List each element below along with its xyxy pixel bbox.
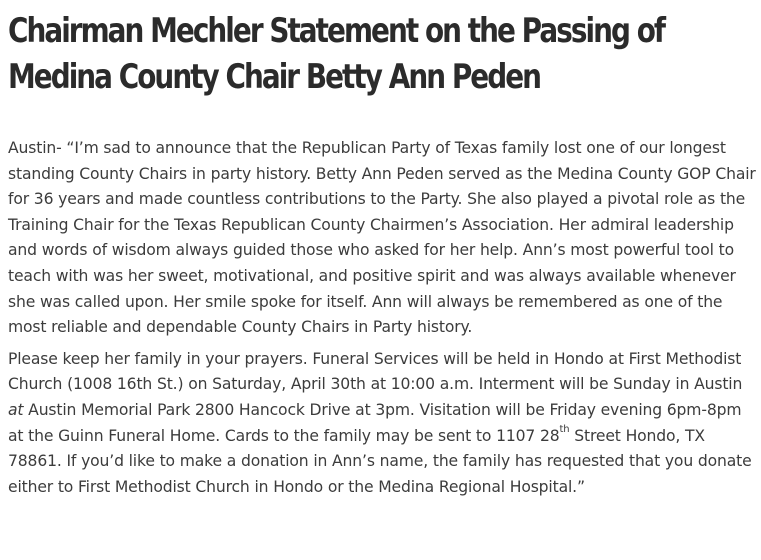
paragraph-2-text-c: Street Hondo, TX 78861. If you’d like to make a donation in Ann’s name, the family has requested that you donate either to First Methodist Church in Hondo or the Medina Regional Hospital.” bbox=[8, 426, 752, 496]
paragraph-2-text-a: Please keep her family in your prayers. Funeral Services will be held in Hondo at First Methodist Church (1008 16th St.) on Saturday, April 30th at 10:00 a.m. Interment will be Sunday in Austin bbox=[8, 349, 743, 394]
article-paragraph-1: Austin- “I’m sad to announce that the Republican Party of Texas family lost one of our longest standing County Chairs in party history. Betty Ann Peden served as the Medina County GOP Chair for 36 years and made countless contributions to the Party. She also played a pivotal role as the Training Chair for the Texas Republican County Chairmen’s Association. Her admiral leadership and words of wisdom always guided those who asked for her help. Ann’s most powerful tool to teach with was her sweet, motivational, and positive spirit and was always available whenever she was called upon. Her smile spoke for itself. Ann will always be remembered as one of the most reliable and dependable County Chairs in Party history. bbox=[8, 139, 756, 337]
paragraph-2-text-b: Austin Memorial Park 2800 Hancock Drive at 3pm. Visitation will be Friday evening 6pm-8pm at the Guinn Funeral Home. Cards to the family may be sent to 1107 28 bbox=[8, 400, 742, 445]
ordinal-superscript: th bbox=[559, 424, 570, 436]
article-paragraph-2 bbox=[8, 347, 756, 501]
paragraph-2-italic-word: at bbox=[8, 400, 24, 419]
article bbox=[8, 8, 756, 500]
article-title: Chairman Mechler Statement on the Passing of Medina County Chair Betty Ann Peden bbox=[8, 11, 665, 97]
